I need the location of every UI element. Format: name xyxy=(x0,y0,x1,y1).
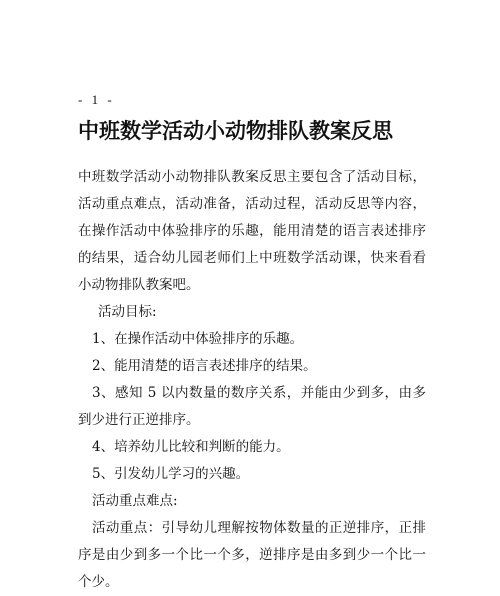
page-number: - 1 - xyxy=(78,92,115,107)
key-point-paragraph: 活动重点：引导幼儿理解按物体数量的正逆排序，正排序是由少到多一个比一个多，逆排序是由多到少一个比一个少。 xyxy=(78,520,426,590)
goal-item-1: 1、在操作活动中体验排序的乐趣。 xyxy=(92,331,304,347)
goal-item-2: 2、能用清楚的语言表述排序的结果。 xyxy=(92,358,317,374)
goal-item-4: 4、培养幼儿比较和判断的能力。 xyxy=(92,439,290,455)
goals-heading: 活动目标: xyxy=(98,304,157,320)
goal-item-5: 5、引发幼儿学习的兴趣。 xyxy=(92,466,250,482)
document-body xyxy=(78,164,426,596)
goal-item-3: 3、感知 5 以内数量的数序关系，并能由少到多，由多到少进行正逆排序。 xyxy=(78,385,426,428)
document-title: 中班数学活动小动物排队教案反思 xyxy=(78,119,393,143)
key-points-heading: 活动重点难点: xyxy=(92,493,178,509)
intro-paragraph: 中班数学活动小动物排队教案反思主要包含了活动目标，活动重点难点，活动准备，活动过程，活动反思等内容，在操作活动中体验排序的乐趣，能用清楚的语言表述排序的结果，适合幼儿园老师们上中班数学活动课，快来看看小动物排队教案吧。 xyxy=(78,169,426,293)
